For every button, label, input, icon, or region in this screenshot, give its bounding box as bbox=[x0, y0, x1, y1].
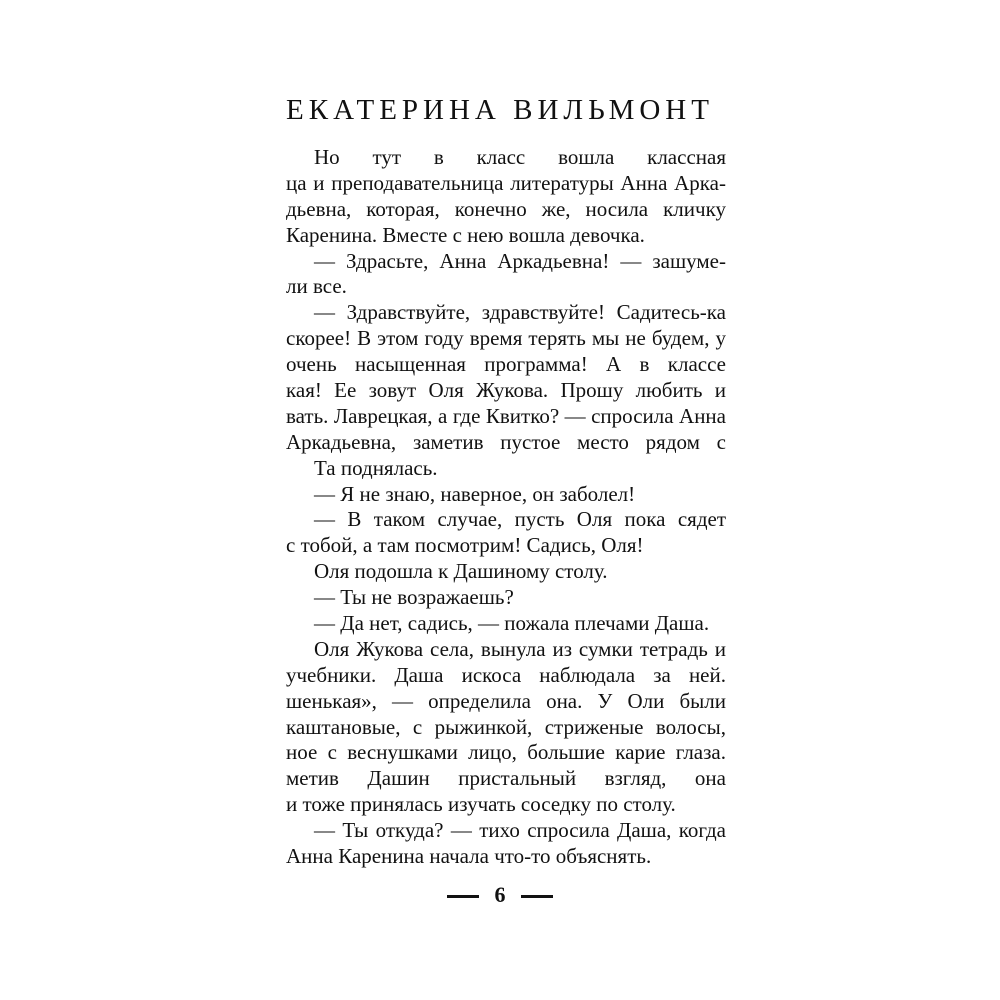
page-number: 6 bbox=[494, 882, 506, 907]
text-line: шенькая», — определила она. У Оли были bbox=[286, 688, 726, 713]
text-line: вать. Лаврецкая, а где Квитко? — спросила Анна bbox=[286, 403, 726, 428]
text-line: дьевна, которая, конечно же, носила кличку bbox=[286, 196, 726, 221]
right-dash-ornament bbox=[521, 895, 553, 898]
text-line: с тобой, а там посмотрим! Садись, Оля! bbox=[286, 533, 644, 558]
text-line: — Ты не возражаешь? bbox=[314, 585, 514, 610]
text-line: — Да нет, садись, — пожала плечами Даша. bbox=[314, 611, 710, 636]
text-line: Оля подошла к Дашиному столу. bbox=[314, 559, 608, 584]
left-dash-ornament bbox=[447, 895, 479, 898]
text-line: Каренина. Вместе с нею вошла девочка. bbox=[286, 222, 645, 247]
text-line: очень насыщенная программа! А в классе bbox=[286, 352, 726, 377]
text-line: — В таком случае, пусть Оля пока сядет bbox=[314, 507, 726, 532]
text-line: ца и преподавательница литературы Анна Арка- bbox=[286, 170, 726, 195]
text-line: — Здрасьте, Анна Аркадьевна! — зашуме- bbox=[314, 248, 726, 273]
text-line: метив Дашин пристальный взгляд, она bbox=[286, 766, 726, 791]
text-line: — Здравствуйте, здравствуйте! Садитесь-ка bbox=[314, 300, 726, 325]
text-line: Анна Каренина начала что-то объяснять. bbox=[286, 844, 652, 869]
text-line: ное с веснушками лицо, большие карие глаза. bbox=[286, 740, 726, 765]
text-line: скорее! В этом году время терять мы не будем, у bbox=[286, 326, 726, 351]
text-line: — Я не знаю, наверное, он заболел! bbox=[314, 481, 636, 506]
page-body-text bbox=[286, 145, 726, 870]
text-line: Аркадьевна, заметив пустое место рядом с bbox=[286, 429, 726, 454]
text-line: Но тут в класс вошла классная bbox=[314, 145, 726, 169]
text-line: каштановые, с рыжинкой, стриженые волосы, bbox=[286, 714, 726, 739]
text-line: — Ты откуда? — тихо спросила Даша, когда bbox=[314, 818, 726, 843]
text-line: Оля Жукова села, вынула из сумки тетрадь и bbox=[314, 636, 726, 661]
text-line: Та поднялась. bbox=[314, 455, 438, 480]
page-footer bbox=[0, 880, 1000, 910]
text-line: кая! Ее зовут Оля Жукова. Прошу любить и bbox=[286, 378, 726, 403]
text-line: ли все. bbox=[286, 274, 347, 299]
text-line: и тоже принялась изучать соседку по столу. bbox=[286, 792, 676, 817]
text-line: учебники. Даша искоса наблюдала за ней. bbox=[286, 662, 726, 687]
running-header: ЕКАТЕРИНА ВИЛЬМОНТ bbox=[286, 94, 714, 126]
